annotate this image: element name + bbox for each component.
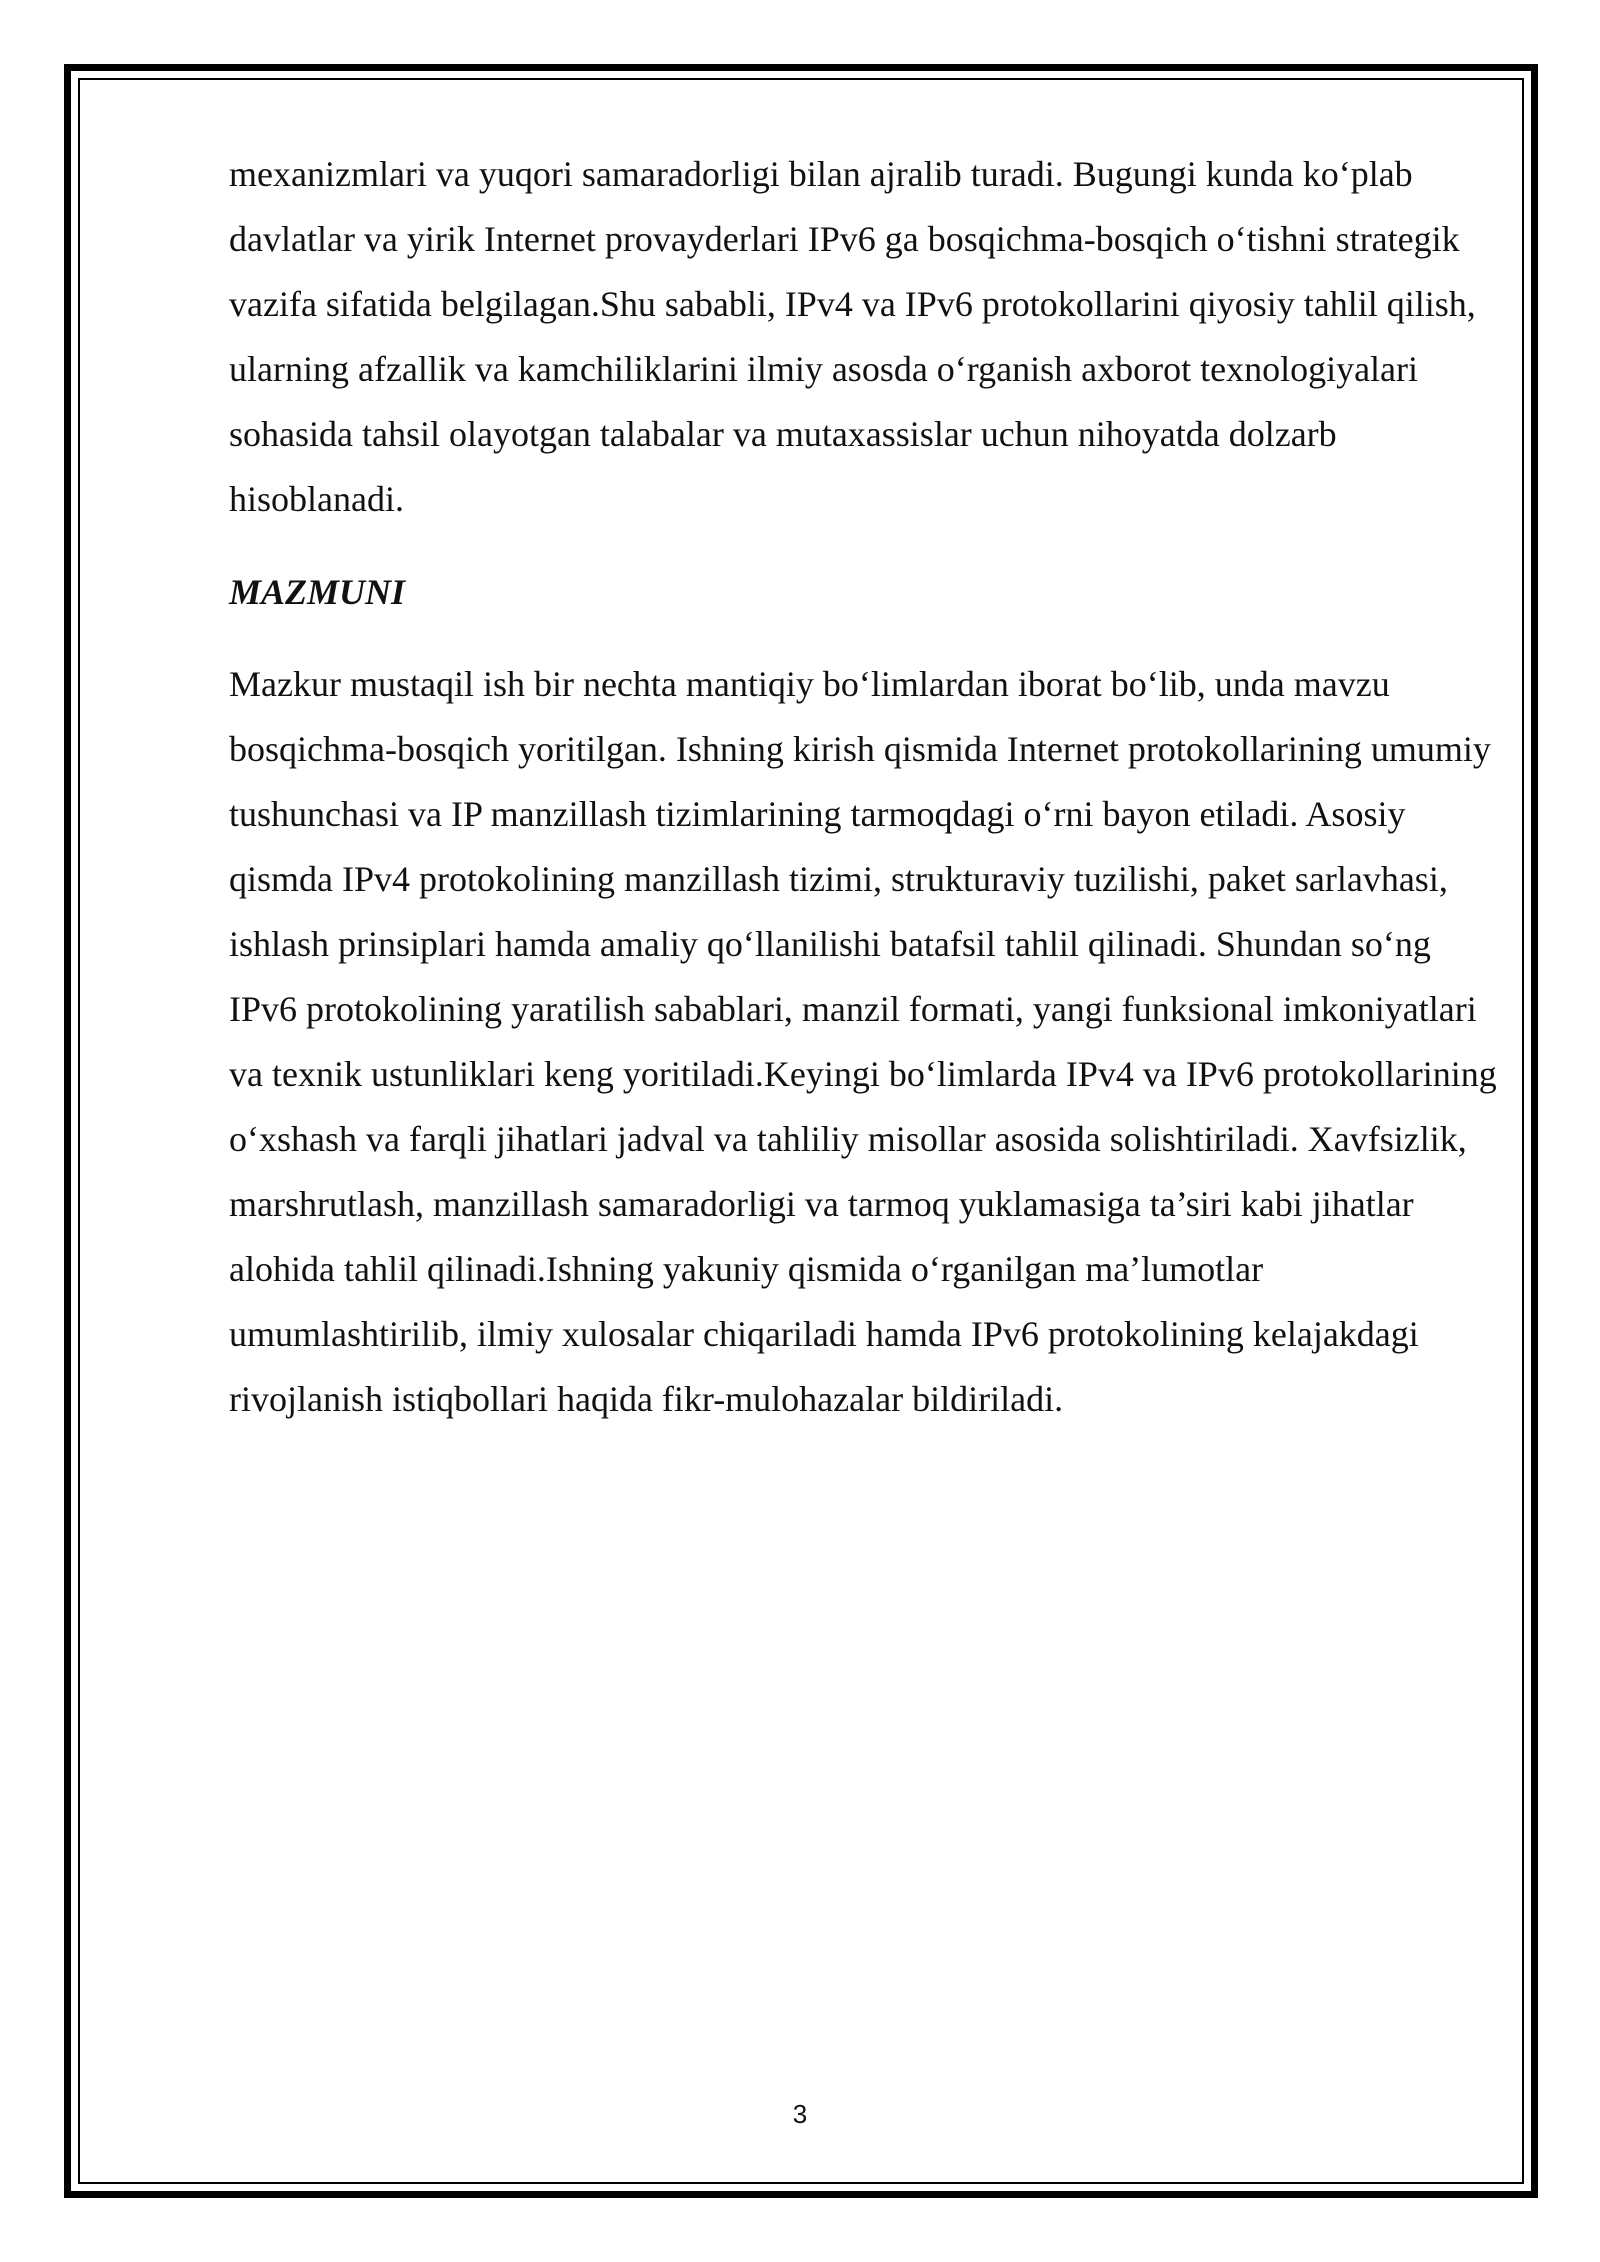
page-content <box>229 142 1499 1432</box>
intro-paragraph: mexanizmlari va yuqori samaradorligi bilan ajralib turadi. Bugungi kunda ko‘plab davlatlar va yirik Internet provayderlari IPv6 ga bosqichma-bosqich o‘tishni strategik vazifa sifatida belgilagan.Shu sababli, IPv4 va IPv6 protokollarini qiyosiy tahlil qilish, ularning afzallik va kamchiliklarini ilmiy asosda o‘rganish axborot texnologiyalari sohasida tahsil olayotgan talabalar va mutaxassislar uchun nihoyatda dolzarb hisoblanadi. <box>229 154 1476 519</box>
page-number: 3 <box>792 2099 808 2129</box>
section-heading: MAZMUNI <box>229 572 406 612</box>
body-paragraph: Mazkur mustaqil ish bir nechta mantiqiy bo‘limlardan iborat bo‘lib, unda mavzu bosqichma-bosqich yoritilgan. Ishning kirish qismida Internet protokollarining umumiy tushunchasi va IP manzillash tizimlarining tarmoqdagi o‘rni bayon etiladi. Asosiy qismda IPv4 protokolining manzillash tizimi, strukturaviy tuzilishi, paket sarlavhasi, ishlash prinsiplari hamda amaliy qo‘llanilishi batafsil tahlil qilinadi. Shundan so‘ng IPv6 protokolining yaratilish sabablari, manzil formati, yangi funksional imkoniyatlari va texnik ustunliklari keng yoritiladi.Keyingi bo‘limlarda IPv4 va IPv6 protokollarining o‘xshash va farqli jihatlari jadval va tahliliy misollar asosida solishtiriladi. Xavfsizlik, marshrutlash, manzillash samaradorligi va tarmoq yuklamasiga ta’siri kabi jihatlar alohida tahlil qilinadi.Ishning yakuniy qismida o‘rganilgan ma’lumotlar umumlashtirilib, ilmiy xulosalar chiqariladi hamda IPv6 protokolining kelajakdagi rivojlanish istiqbollari haqida fikr-mulohazalar bildiriladi. <box>229 664 1497 1419</box>
